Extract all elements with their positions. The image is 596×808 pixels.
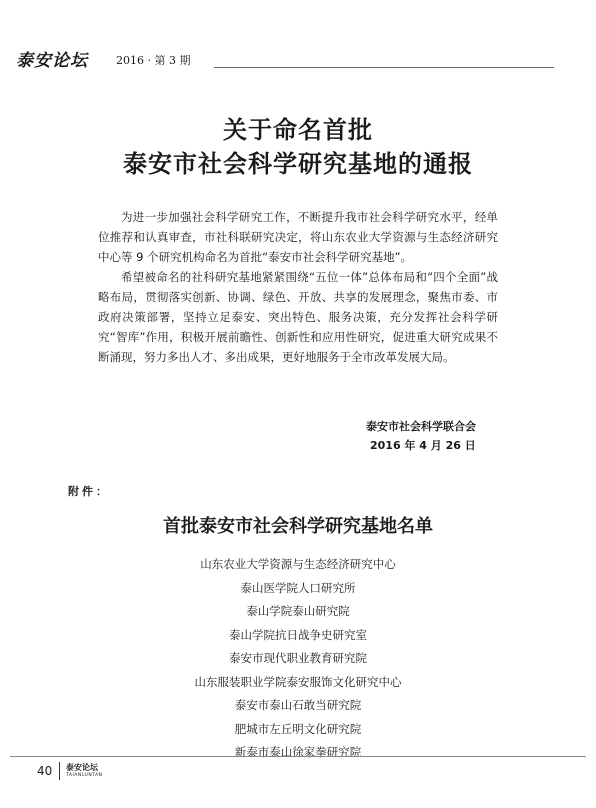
body-paragraph-1: 为进一步加强社会科学研究工作，不断提升我市社会科学研究水平，经单位推荐和认真审查，市社科联研究决定，将山东农业大学资源与生态经济研究中心等 9 个研究机构命名为首批“泰安市社会科学研究基地”。 [98, 210, 498, 264]
page-title-line1: 关于命名首批 [223, 115, 373, 144]
base-list [0, 553, 596, 765]
list-item: 泰山学院抗日战争史研究室 [229, 627, 367, 642]
signature-date: 2016 年 4 月 26 日 [370, 439, 476, 452]
magazine-logo: 泰安论坛 [16, 51, 88, 71]
attachment-title: 首批泰安市社会科学研究基地名单 [163, 516, 433, 537]
list-item: 山东农业大学资源与生态经济研究中心 [200, 557, 396, 571]
page-number: 40 [37, 764, 53, 778]
signature-org: 泰安市社会科学联合会 [366, 420, 476, 433]
footer-magazine-name: 泰安论坛 [66, 763, 98, 772]
issue-label: 2016 · 第 3 期 [116, 54, 191, 67]
list-item: 山东服装职业学院泰安服饰文化研究中心 [194, 674, 402, 689]
page-title-line2: 泰安市社会科学研究基地的通报 [123, 149, 473, 178]
attachment-label: 附件： [68, 485, 110, 498]
header-rule [214, 67, 554, 68]
list-item: 泰安市现代职业教育研究院 [229, 651, 367, 665]
body-paragraph-2: 希望被命名的社科研究基地紧紧围绕“五位一体”总体布局和“四个全面”战略布局，贯彻落实创新、协调、绿色、开放、共享的发展理念，聚焦市委、市政府决策部署，坚持立足泰安、突出特色、服务决策，充分发挥社会科学研究“智库”作用，积极开展前瞻性、创新性和应用性研究，促进重大研究成果不断涌现，努力多出人才、多出成果，更好地服务于全市改革发展大局。 [98, 270, 498, 364]
footer-separator [59, 762, 60, 780]
footer-rule [10, 756, 586, 757]
list-item: 泰安市泰山石敢当研究院 [234, 698, 362, 712]
list-item: 泰山学院泰山研究院 [246, 604, 350, 618]
footer-magazine-name-en: TAIANLUNTAN [66, 773, 103, 778]
notice-body [98, 207, 498, 367]
list-item: 新泰市泰山徐家拳研究院 [234, 745, 362, 759]
list-item: 泰山医学院人口研究所 [240, 580, 356, 595]
list-item: 肥城市左丘明文化研究院 [234, 721, 362, 736]
